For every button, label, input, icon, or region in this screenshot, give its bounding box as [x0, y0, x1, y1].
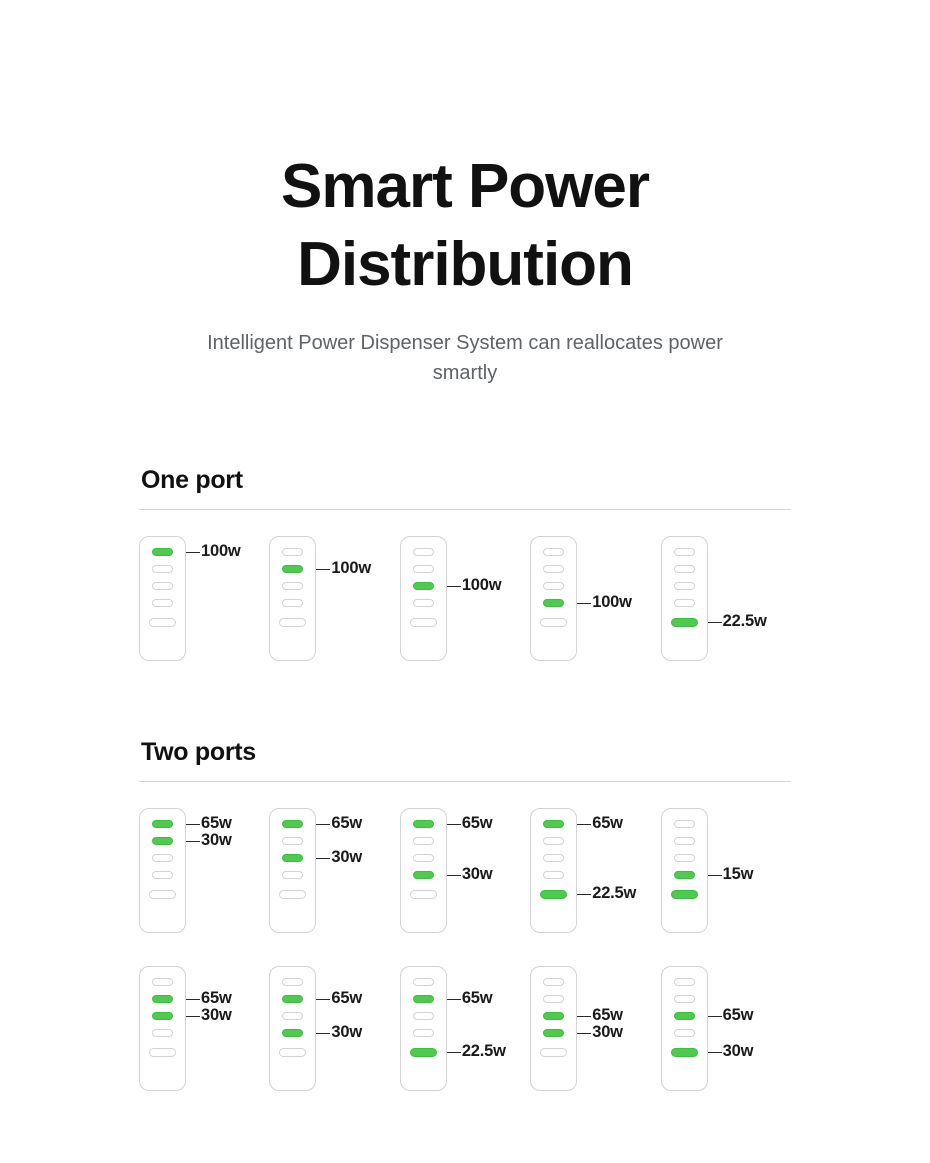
inactive-port-2 — [413, 1012, 434, 1020]
power-label: 100w — [592, 593, 632, 611]
inactive-port-0 — [282, 978, 303, 986]
charger-body — [661, 966, 708, 1091]
inactive-port-4 — [410, 618, 437, 627]
charger-body — [661, 808, 708, 933]
active-port-2 — [282, 854, 303, 862]
power-label: 65w — [461, 989, 493, 1007]
inactive-port-3 — [543, 871, 564, 879]
inactive-port-2 — [674, 854, 695, 862]
active-port-0 — [152, 548, 173, 556]
port-stack — [270, 978, 315, 1057]
charger-device — [661, 808, 791, 948]
charger-body — [400, 808, 447, 933]
port-stack — [531, 978, 576, 1057]
charger-body — [269, 966, 316, 1091]
charger-body — [530, 808, 577, 933]
active-port-1 — [282, 565, 303, 573]
active-port-0 — [413, 820, 434, 828]
charger-device — [400, 536, 530, 676]
active-port-4 — [671, 1048, 698, 1057]
active-port-2 — [674, 1012, 695, 1020]
power-label: 30w — [722, 1042, 754, 1060]
charger-device — [139, 536, 269, 676]
inactive-port-0 — [543, 548, 564, 556]
power-label: 65w — [201, 989, 232, 1007]
power-label: 22.5w — [461, 1042, 506, 1060]
active-port-0 — [152, 820, 173, 828]
power-label: 65w — [331, 989, 362, 1007]
inactive-port-1 — [413, 565, 434, 573]
inactive-port-3 — [674, 1029, 695, 1037]
inactive-port-1 — [282, 837, 303, 845]
inactive-port-3 — [282, 871, 303, 879]
active-port-2 — [152, 1012, 173, 1020]
inactive-port-2 — [152, 582, 173, 590]
inactive-port-4 — [279, 618, 306, 627]
power-label: 65w — [592, 1006, 623, 1024]
charger-body — [269, 536, 316, 661]
inactive-port-0 — [674, 978, 695, 986]
charger-body — [139, 536, 186, 661]
power-label: 65w — [201, 814, 232, 832]
inactive-port-0 — [152, 978, 173, 986]
title-line-1: Smart Power — [280, 152, 650, 221]
active-port-4 — [671, 618, 698, 627]
active-port-3 — [543, 1029, 564, 1037]
inactive-port-2 — [413, 854, 434, 862]
inactive-port-2 — [674, 582, 695, 590]
port-stack — [140, 978, 185, 1057]
inactive-port-0 — [674, 820, 695, 828]
inactive-port-0 — [674, 548, 695, 556]
active-port-1 — [152, 837, 173, 845]
active-port-2 — [543, 1012, 564, 1020]
inactive-port-2 — [282, 1012, 303, 1020]
port-stack — [401, 548, 446, 627]
inactive-port-1 — [674, 837, 695, 845]
page-title — [0, 148, 930, 304]
port-stack — [401, 820, 446, 899]
inactive-port-2 — [282, 582, 303, 590]
inactive-port-4 — [149, 618, 176, 627]
inactive-port-3 — [152, 1029, 173, 1037]
power-label: 100w — [331, 559, 371, 577]
active-port-3 — [674, 871, 695, 879]
inactive-port-4 — [410, 890, 437, 899]
title-line-2: Distribution — [297, 230, 633, 299]
charger-body — [530, 966, 577, 1091]
power-label: 65w — [722, 1006, 754, 1024]
charger-body — [530, 536, 577, 661]
port-stack — [140, 548, 185, 627]
active-port-0 — [282, 820, 303, 828]
inactive-port-1 — [543, 837, 564, 845]
active-port-4 — [410, 1048, 437, 1057]
port-stack — [662, 548, 707, 627]
port-stack — [401, 978, 446, 1057]
section-divider — [139, 781, 791, 782]
charger-body — [661, 536, 708, 661]
page-subtitle: Intelligent Power Dispenser System can reallocates power smartly — [207, 332, 723, 384]
active-port-0 — [543, 820, 564, 828]
inactive-port-4 — [149, 890, 176, 899]
inactive-port-2 — [152, 854, 173, 862]
power-label: 30w — [331, 1023, 362, 1041]
inactive-port-2 — [543, 582, 564, 590]
inactive-port-4 — [279, 890, 306, 899]
power-label: 65w — [331, 814, 362, 832]
charger-body — [400, 966, 447, 1091]
port-stack — [531, 820, 576, 899]
charger-device — [139, 808, 269, 948]
power-label: 100w — [201, 542, 241, 560]
inactive-port-0 — [282, 548, 303, 556]
section-two-ports — [139, 738, 791, 1106]
charger-device — [530, 536, 660, 676]
charger-body — [139, 966, 186, 1091]
power-label: 65w — [592, 814, 623, 832]
inactive-port-1 — [413, 837, 434, 845]
charger-device — [269, 536, 399, 676]
inactive-port-3 — [674, 599, 695, 607]
charger-device — [661, 536, 791, 676]
inactive-port-1 — [674, 995, 695, 1003]
active-port-4 — [671, 890, 698, 899]
charger-device — [400, 808, 530, 948]
power-label: 30w — [461, 865, 493, 883]
section-heading-one-port: One port — [141, 466, 243, 494]
charger-body — [139, 808, 186, 933]
inactive-port-1 — [543, 565, 564, 573]
power-label: 30w — [201, 831, 232, 849]
header — [0, 0, 930, 388]
charger-device — [400, 966, 530, 1106]
inactive-port-3 — [152, 599, 173, 607]
charger-device — [269, 966, 399, 1106]
charger-device — [530, 966, 660, 1106]
active-port-3 — [282, 1029, 303, 1037]
power-label: 100w — [461, 576, 502, 594]
inactive-port-3 — [413, 1029, 434, 1037]
power-label: 30w — [592, 1023, 623, 1041]
charger-body — [400, 536, 447, 661]
inactive-port-1 — [543, 995, 564, 1003]
power-label: 30w — [331, 848, 362, 866]
active-port-4 — [540, 890, 567, 899]
charger-device — [661, 966, 791, 1106]
inactive-port-4 — [279, 1048, 306, 1057]
active-port-1 — [413, 995, 434, 1003]
active-port-2 — [413, 582, 434, 590]
power-label: 15w — [722, 865, 754, 883]
active-port-1 — [152, 995, 173, 1003]
port-stack — [662, 978, 707, 1057]
device-row — [139, 808, 791, 948]
port-stack — [270, 548, 315, 627]
inactive-port-0 — [413, 548, 434, 556]
inactive-port-0 — [413, 978, 434, 986]
device-row — [139, 966, 791, 1106]
inactive-port-4 — [540, 618, 567, 627]
port-stack — [662, 820, 707, 899]
charger-body — [269, 808, 316, 933]
inactive-port-3 — [282, 599, 303, 607]
section-divider — [139, 509, 791, 510]
active-port-1 — [282, 995, 303, 1003]
inactive-port-0 — [543, 978, 564, 986]
port-stack — [270, 820, 315, 899]
device-row — [139, 536, 791, 676]
active-port-3 — [543, 599, 564, 607]
charger-device — [139, 966, 269, 1106]
power-label: 65w — [461, 814, 493, 832]
inactive-port-3 — [152, 871, 173, 879]
section-one-port — [139, 466, 791, 676]
power-label: 30w — [201, 1006, 232, 1024]
inactive-port-2 — [543, 854, 564, 862]
section-heading-two-ports: Two ports — [141, 738, 256, 766]
inactive-port-4 — [540, 1048, 567, 1057]
inactive-port-4 — [149, 1048, 176, 1057]
inactive-port-1 — [152, 565, 173, 573]
active-port-3 — [413, 871, 434, 879]
power-label: 22.5w — [722, 612, 767, 630]
power-label: 22.5w — [592, 884, 637, 902]
charger-device — [269, 808, 399, 948]
inactive-port-1 — [674, 565, 695, 573]
charger-device — [530, 808, 660, 948]
inactive-port-3 — [413, 599, 434, 607]
port-stack — [140, 820, 185, 899]
port-stack — [531, 548, 576, 627]
